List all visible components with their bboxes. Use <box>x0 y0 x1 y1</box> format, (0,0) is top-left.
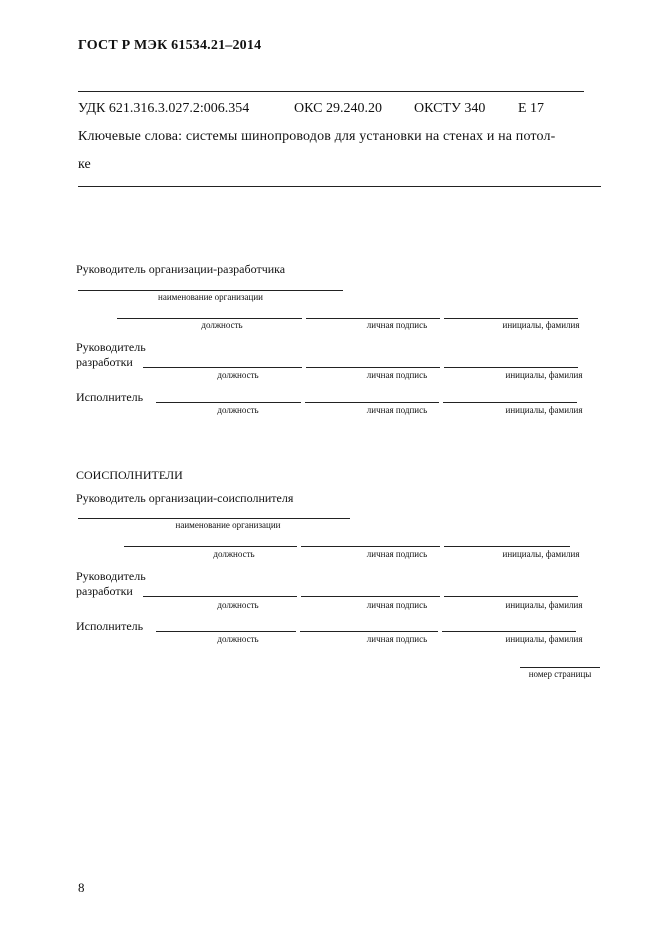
developer-org-caption: наименование организации <box>158 292 263 302</box>
co-dev-head-label-line1: Руководитель <box>76 569 146 583</box>
co-row2-position-line <box>143 596 297 597</box>
co-row2-name-caption: инициалы, фамилия <box>505 600 583 610</box>
co-row1-position-line <box>124 546 297 547</box>
dev-row3-position-line <box>156 402 301 403</box>
developer-org-head-label: Руководитель организации-разработчика <box>76 262 286 276</box>
co-row1-position-caption: должность <box>213 549 255 559</box>
co-row3-position-caption: должность <box>217 634 259 644</box>
dev-row2-name-line <box>444 367 578 368</box>
keywords-line-1: Ключевые слова: системы шинопроводов для установки на стенах и на потол- <box>78 129 556 144</box>
co-row3-signature-line <box>300 631 438 632</box>
co-row1-name-caption: инициалы, фамилия <box>502 549 580 559</box>
co-row3-position-line <box>156 631 296 632</box>
dev-row2-position-line <box>143 367 302 368</box>
dev-head-label-line2: разработки <box>76 355 133 369</box>
dev-row1-position-caption: должность <box>201 320 243 330</box>
group-code: Е 17 <box>518 101 545 116</box>
coexecutor-org-line <box>78 518 350 519</box>
keywords-line-2: ке <box>78 157 91 172</box>
standard-designation: ГОСТ Р МЭК 61534.21–2014 <box>78 38 262 53</box>
coexecutors-title: СОИСПОЛНИТЕЛИ <box>76 468 183 482</box>
coexecutor-org-head-label: Руководитель организации-соисполнителя <box>76 491 294 505</box>
dev-row3-name-caption: инициалы, фамилия <box>505 405 583 415</box>
executor-label: Исполнитель <box>76 390 144 404</box>
co-row1-name-line <box>444 546 570 547</box>
dev-row3-signature-caption: личная подпись <box>366 405 428 415</box>
dev-row1-name-caption: инициалы, фамилия <box>502 320 580 330</box>
dev-row2-signature-line <box>306 367 440 368</box>
co-executor-label: Исполнитель <box>76 619 144 633</box>
co-row1-signature-line <box>301 546 440 547</box>
keywords-rule <box>78 186 601 187</box>
co-row3-name-caption: инициалы, фамилия <box>505 634 583 644</box>
co-row3-name-line <box>442 631 576 632</box>
dev-row2-name-caption: инициалы, фамилия <box>505 370 583 380</box>
co-row1-signature-caption: личная подпись <box>366 549 428 559</box>
co-row3-signature-caption: личная подпись <box>366 634 428 644</box>
co-row2-signature-caption: личная подпись <box>366 600 428 610</box>
dev-row1-position-line <box>117 318 302 319</box>
dev-row1-signature-line <box>306 318 440 319</box>
page-number: 8 <box>78 880 85 895</box>
oks-code: ОКС 29.240.20 <box>294 101 382 116</box>
co-row2-name-line <box>444 596 578 597</box>
dev-row3-signature-line <box>305 402 439 403</box>
dev-row2-signature-caption: личная подпись <box>366 370 428 380</box>
dev-row1-name-line <box>444 318 578 319</box>
dev-row2-position-caption: должность <box>217 370 259 380</box>
dev-row1-signature-caption: личная подпись <box>366 320 428 330</box>
developer-org-line <box>78 290 343 291</box>
coexecutor-org-caption: наименование организации <box>175 520 281 530</box>
co-dev-head-label-line2: разработки <box>76 584 133 598</box>
header-rule <box>78 91 584 92</box>
dev-head-label-line1: Руководитель <box>76 340 146 354</box>
page-number-line <box>520 667 600 668</box>
dev-row3-position-caption: должность <box>217 405 259 415</box>
co-row2-position-caption: должность <box>217 600 259 610</box>
page-number-caption: номер страницы <box>528 669 592 679</box>
okstu-code: ОКСТУ 340 <box>414 101 486 116</box>
dev-row3-name-line <box>443 402 577 403</box>
co-row2-signature-line <box>301 596 440 597</box>
udk-code: УДК 621.316.3.027.2:006.354 <box>78 101 250 116</box>
